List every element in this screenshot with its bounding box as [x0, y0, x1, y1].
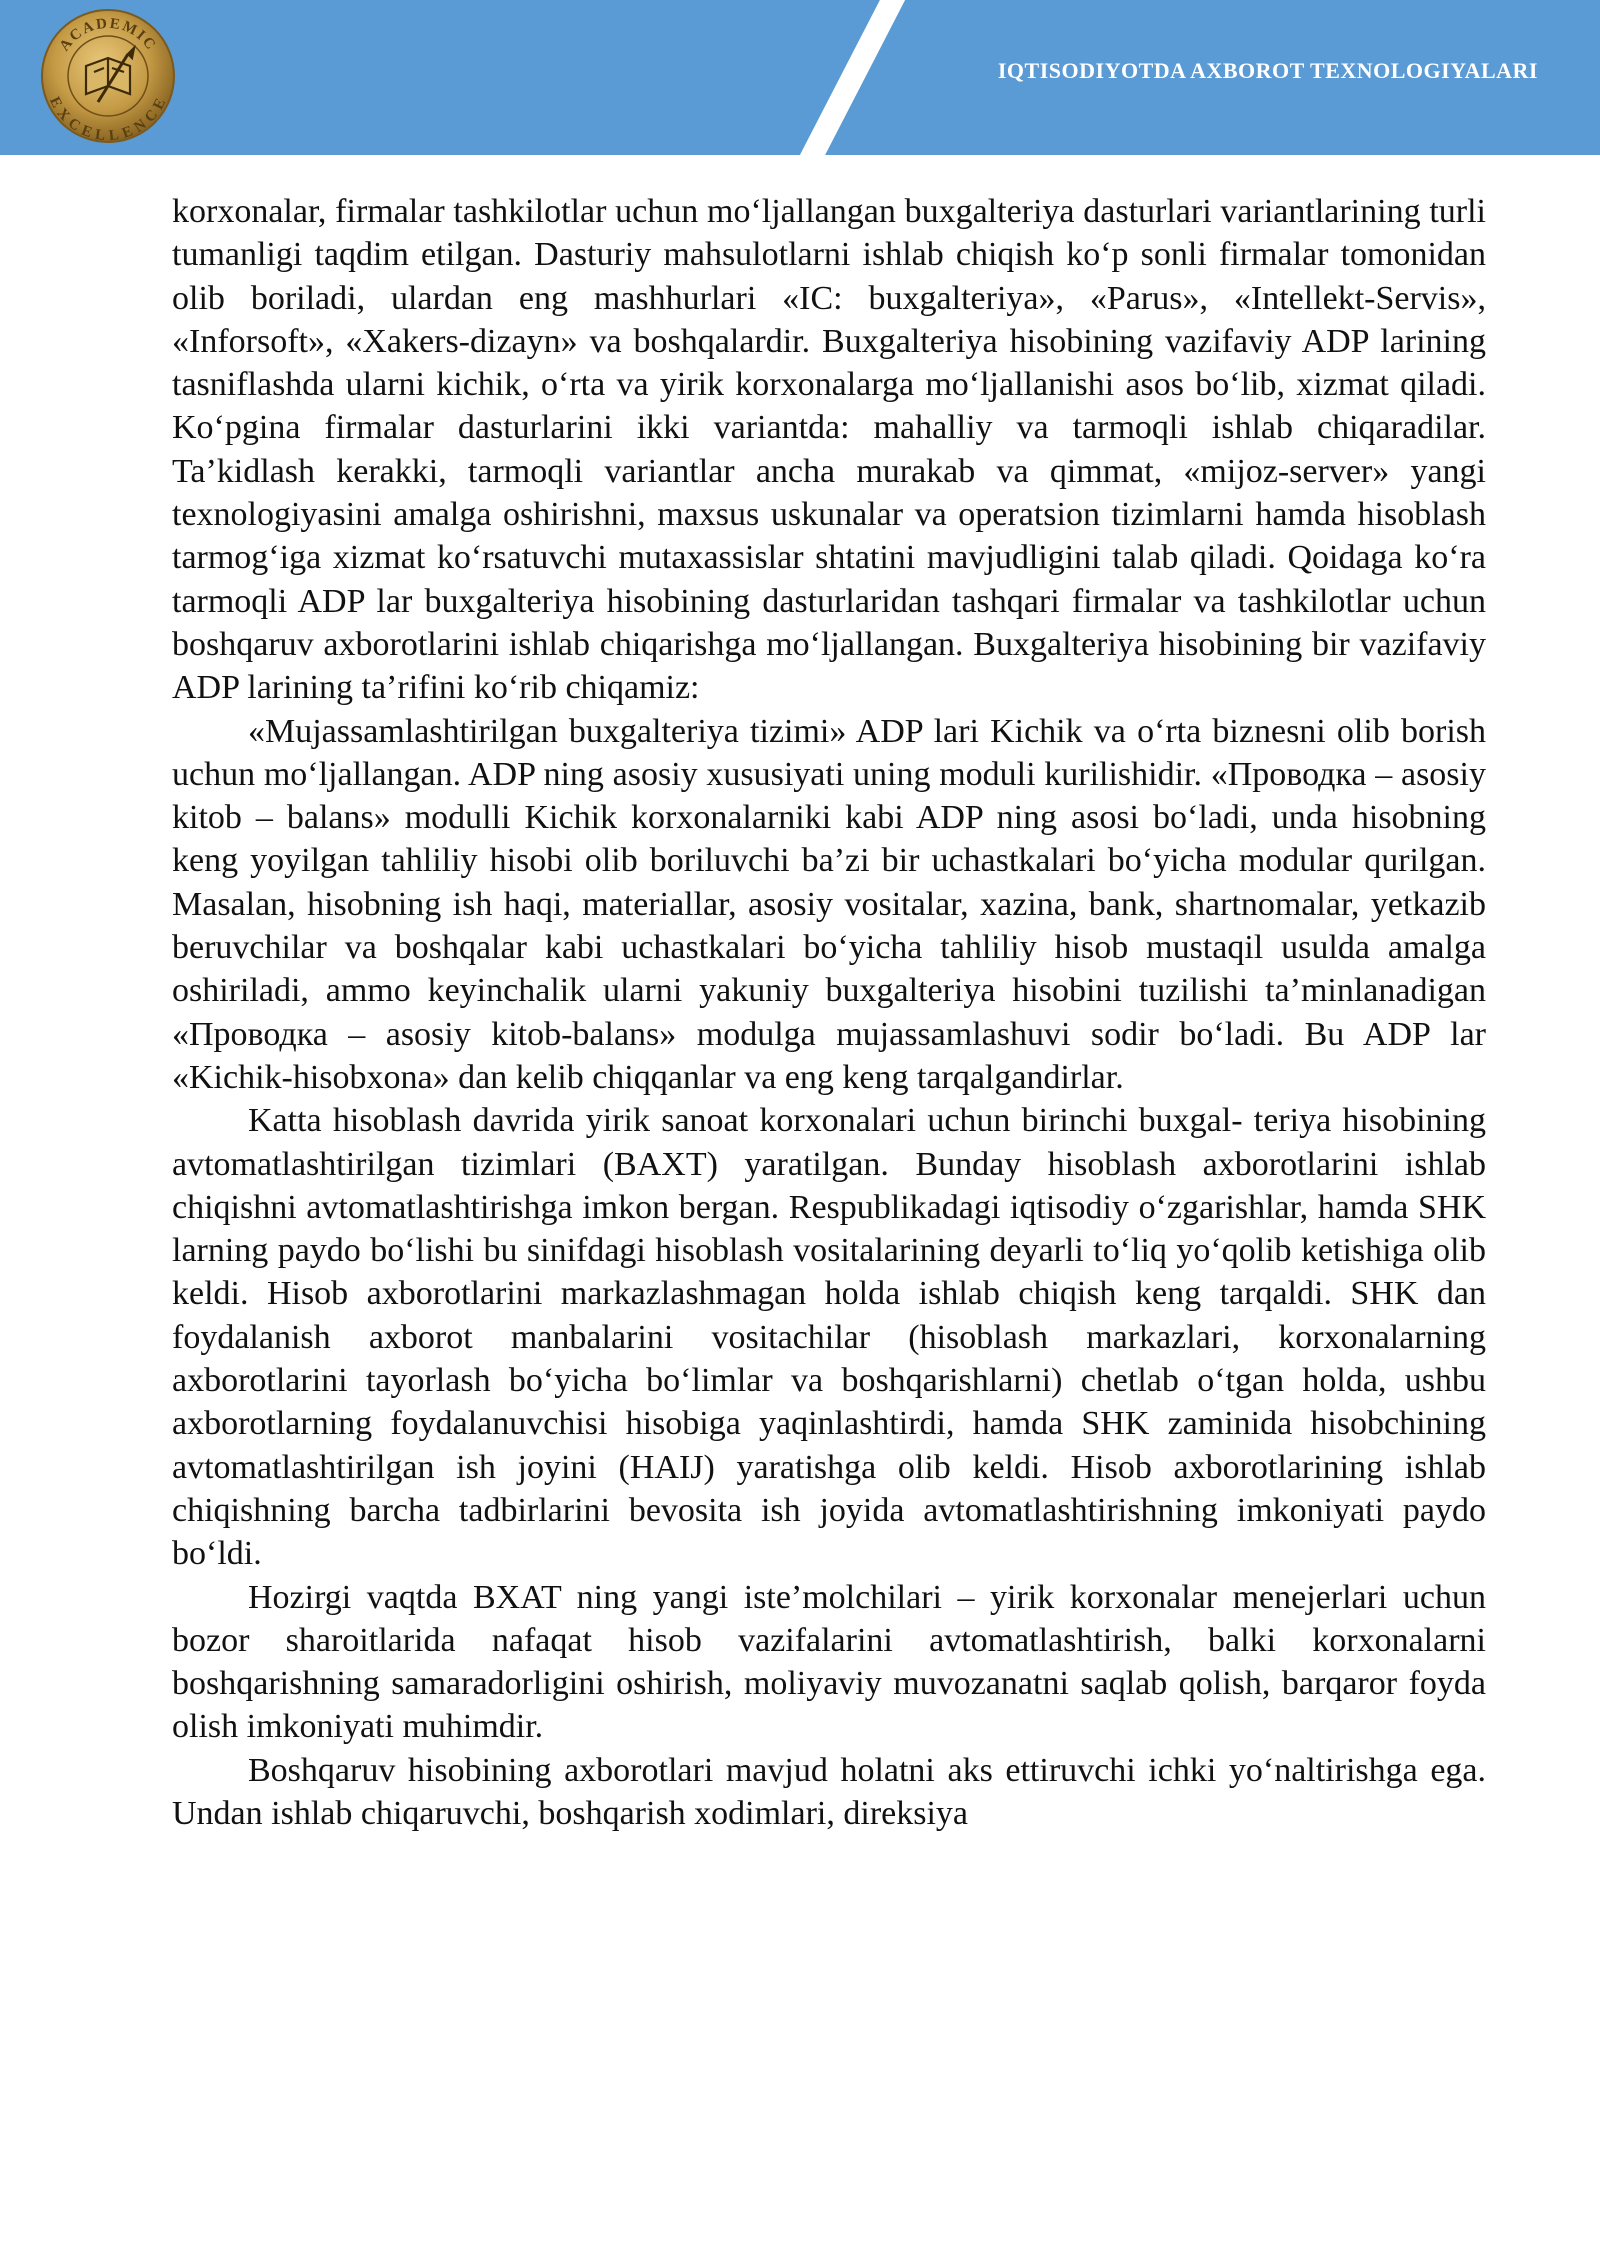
svg-text:EXCELLENCE: EXCELLENCE	[46, 94, 170, 145]
page-body	[172, 190, 1486, 1835]
body-paragraph: korxonalar, firmalar tashkilotlar uchun mo‘ljallangan buxgalteriya dasturlari variantlarining turli tumanligi taqdim etilgan. Dasturiy mahsulotlarni ishlab chiqish ko‘p sonli firmalar tomonidan olib boriladi, ulardan eng mashhurlari «IC: buxgalteriya», «Parus», «Intellekt-Servis», «Inforsoft», «Xakers-dizayn» va boshqalardir. Buxgalteriya hisobining vazifaviy ADP larining tasniflashda ularni kichik, o‘rta va yirik korxonalarga mo‘ljallanishi asos bo‘lib, xizmat qiladi. Ko‘pgina firmalar dasturlarini ikki variantda: mahalliy va tarmoqli ishlab chiqaradilar. Ta’kidlash kerakki, tarmoqli variantlar ancha murakab va qimmat, «mijoz-server» yangi texnologiyasini amalga oshirishni, maxsus uskunalar va operatsion tizimlarni hamda hisoblash tarmog‘iga xizmat ko‘rsatuvchi mutaxassislar shtatini mavjudligini talab qiladi. Qoidaga ko‘ra tarmoqli ADP lar buxgalteriya hisobining dasturlaridan tashqari firmalar va tashkilotlar uchun boshqaruv axborotlarini ishlab chiqarishga mo‘ljallangan. Buxgalteriya hisobining bir vazifaviy ADP larining ta’rifini ko‘rib chiqamiz:	[172, 193, 1486, 707]
page-header	[0, 0, 1600, 155]
body-paragraph: Katta hisoblash davrida yirik sanoat korxonalari uchun birinchi buxgal- teriya hisobining avtomatlashtirilgan tizimlari (BAXT) yaratilgan. Bunday hisoblash axborotlarini ishlab chiqishni avtomatlashtirishga imkon bergan. Respublikadagi iqtisodiy o‘zgarishlar, hamda SHK larning paydo bo‘lishi bu sinifdagi hisoblash vositalarining deyarli to‘liq yo‘qolib ketishiga olib keldi. Hisob axborotlarini markazlashmagan holda ishlab chiqish keng tarqaldi. SHK dan foydalanish axborot manbalarini vositachilar (hisoblash markazlari, korxonalarning axborotlarini tayorlash bo‘yicha bo‘limlar va boshqarishlarni) chetlab o‘tgan holda, ushbu axborotlarning foydalanuvchisi hisobiga yaqinlashtirdi, hamda SHK zaminida hisobchining avtomatlashtirilgan ish joyini (HAIJ) yaratishga olib keldi. Hisob axborotlarining ishlab chiqishning barcha tadbirlarini bevosita ish joyida avtomatlashtirishning imkoniyati paydo bo‘ldi.	[172, 1102, 1486, 1573]
header-title: IQTISODIYOTDA AXBOROT TEXNOLOGIYALARI	[997, 58, 1538, 83]
body-paragraph: «Mujassamlashtirilgan buxgalteriya tizimi» ADP lari Kichik va o‘rta biznesni olib borish uchun mo‘ljallangan. ADP ning asosiy xususiyati uning moduli kurilishidir. «Проводка – asosiy kitob – balans» modulli Kichik korxonalarniki kabi ADP ning asosi bo‘ladi, unda hisobning keng yoyilgan tahliliy hisobi olib boriluvchi ba’zi bir uchastkalari bo‘yicha modular qurilgan. Masalan, hisobning ish haqi, materiallar, asosiy vositalar, xazina, bank, shartnomalar, yetkazib beruvchilar va boshqalar kabi uchastkalari bo‘yicha tahliliy hisob mustaqil usulda amalga oshiriladi, ammo keyinchalik ularni yakuniy buxgalteriya hisobini tuzilishi ta’minlanadigan «Проводка – asosiy kitob-balans» modulga mujassamlashuvi sodir bo‘ladi. Bu ADP lar «Kichik-hisobxona» dan kelib chiqqanlar va eng keng tarqalgandirlar.	[172, 712, 1486, 1096]
body-paragraph: Hozirgi vaqtda BXAT ning yangi iste’molchilari – yirik korxonalar menejerlari uchun bozor sharoitlarida nafaqat hisob vazifalarini avtomatlashtirish, balki korxonalarni boshqarishning samaradorligini oshirish, moliyaviy muvozanatni saqlab qolish, barqaror foyda olish imkoniyati muhimdir.	[172, 1578, 1486, 1746]
svg-text:ACADEMIC: ACADEMIC	[56, 15, 160, 55]
academic-excellence-logo	[38, 6, 178, 146]
body-paragraph: Boshqaruv hisobining axborotlari mavjud holatni aks ettiruvchi ichki yo‘naltirishga ega. Undan ishlab chiqaruvchi, boshqarish xodimlari, direksiya	[172, 1751, 1486, 1832]
